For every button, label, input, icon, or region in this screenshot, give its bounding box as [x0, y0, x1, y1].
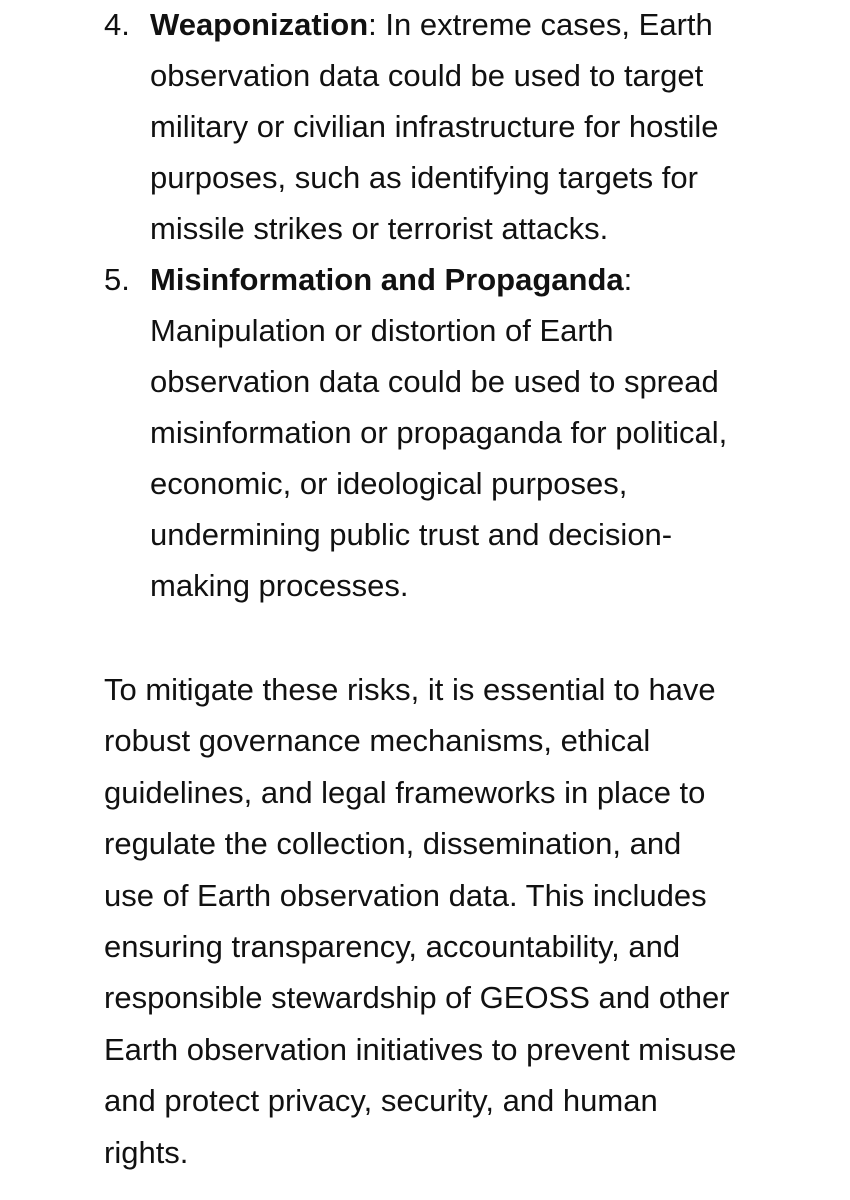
list-item-line: misinformation or propaganda for political,: [150, 415, 728, 450]
list-item-line: observation data could be used to spread: [150, 364, 719, 399]
paragraph-line: guidelines, and legal frameworks in place to: [104, 774, 706, 810]
list-item-line: military or civilian infrastructure for hostile: [150, 109, 719, 144]
list-item-line: undermining public trust and decision-: [150, 517, 673, 552]
term-separator: :: [368, 7, 377, 42]
list-item-number: 5.: [104, 262, 130, 297]
list-item-line: observation data could be used to target: [150, 58, 704, 93]
paragraph-line: robust governance mechanisms, ethical: [104, 723, 651, 759]
list-item-line: making processes.: [150, 568, 409, 603]
list-item-line: economic, or ideological purposes,: [150, 466, 628, 501]
paragraph-line: responsible stewardship of GEOSS and other: [104, 980, 730, 1016]
paragraph-line: To mitigate these risks, it is essential to have: [104, 672, 716, 707]
paragraph-line: rights.: [104, 1134, 189, 1170]
list-item-number: 4.: [104, 7, 130, 42]
list-item-term: Weaponization: [150, 7, 369, 42]
paragraph-line: use of Earth observation data. This includes: [104, 877, 707, 913]
paragraph-line: Earth observation initiatives to prevent misuse: [104, 1031, 737, 1067]
list-item-line: purposes, such as identifying targets for: [150, 160, 698, 195]
list-item-line: Manipulation or distortion of Earth: [150, 313, 614, 348]
term-separator: :: [623, 262, 633, 297]
paragraph-line: and protect privacy, security, and human: [104, 1083, 658, 1119]
list-item-first-line-text: In extreme cases, Earth: [376, 7, 713, 42]
conclusion-paragraph: [104, 664, 824, 1178]
paragraph-line: regulate the collection, dissemination, and: [104, 826, 682, 862]
list-item-line: missile strikes or terrorist attacks.: [150, 211, 609, 246]
list-item-body: [150, 0, 800, 254]
list-item-body: [150, 254, 800, 611]
list-item-first-line: [150, 254, 800, 305]
paragraph-line: ensuring transparency, accountability, and: [104, 929, 681, 965]
list-item-first-line: [150, 0, 800, 50]
list-item-term: Misinformation and Propaganda: [150, 262, 624, 297]
